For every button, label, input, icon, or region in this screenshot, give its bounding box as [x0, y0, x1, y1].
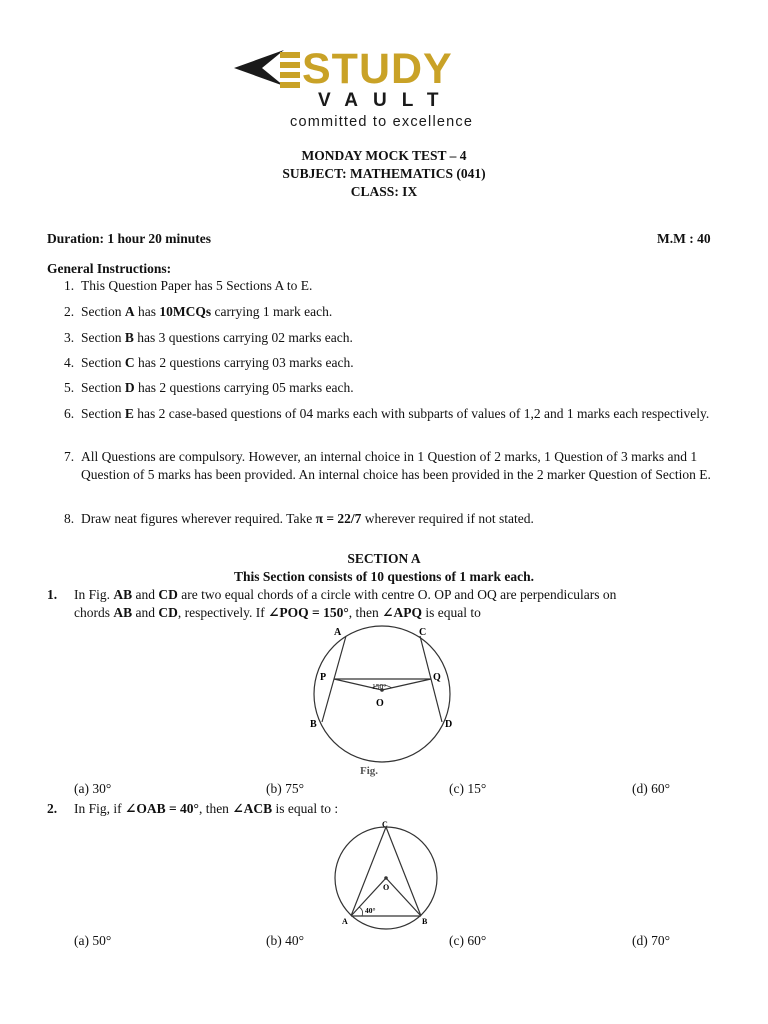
instruction-6: 6. Section E has 2 case-based questions of 04 marks each with subparts of values of 1,2 and 1 marks each respectively.	[64, 406, 710, 421]
q1-option-c: (c) 15°	[449, 781, 487, 796]
q1-option-b: (b) 75°	[266, 781, 305, 796]
section-a-subtitle: This Section consists of 10 questions of 1 mark each.	[233, 569, 535, 584]
instruction-2: 2. Section A has 10MCQs carrying 1 mark each.	[64, 304, 333, 319]
q1-fig-label-c: C	[419, 627, 427, 638]
test-title: MONDAY MOCK TEST – 4	[301, 148, 467, 163]
q2-fig-label-o: O	[383, 883, 390, 892]
q1-fig-caption: Fig.	[360, 765, 379, 777]
logo-brand: STUDY	[302, 45, 453, 93]
q1-figure	[300, 624, 470, 782]
q2-fig-angle: 40°	[365, 906, 376, 915]
q1-option-d: (d) 60°	[632, 781, 671, 796]
q2-option-d: (d) 70°	[632, 933, 671, 948]
q2-number: 2.	[47, 801, 58, 816]
q1-fig-label-b: B	[310, 719, 317, 730]
instruction-5: 5. Section D has 2 questions carrying 05 marks each.	[64, 380, 354, 395]
q1-fig-label-o: O	[376, 698, 384, 709]
q2-figure	[326, 818, 446, 930]
q2-text: In Fig, if ∠OAB = 40°, then ∠ACB is equal to :	[74, 801, 339, 816]
q1-fig-angle: 150°	[372, 682, 387, 691]
q1-fig-label-q: Q	[433, 672, 441, 683]
section-a-title: SECTION A	[347, 551, 421, 566]
max-marks: M.M : 40	[657, 231, 711, 246]
q2-fig-label-a: A	[342, 917, 348, 926]
duration: Duration: 1 hour 20 minutes	[47, 231, 212, 246]
subject-line: SUBJECT: MATHEMATICS (041)	[282, 166, 486, 181]
q2-option-c: (c) 60°	[449, 933, 487, 948]
q2-fig-label-c: C	[382, 820, 388, 829]
instruction-1: 1. This Question Paper has 5 Sections A to E.	[64, 278, 313, 293]
logo-tagline: committed to excellence	[290, 114, 474, 130]
instruction-4: 4. Section C has 2 questions carrying 03 marks each.	[64, 355, 354, 370]
instruction-8: 8. Draw neat figures wherever required. Take π = 22/7 wherever required if not stated.	[64, 511, 534, 526]
logo-sub: VAULT	[318, 90, 454, 111]
study-vault-logo	[232, 44, 528, 132]
instruction-3: 3. Section B has 3 questions carrying 02 marks each.	[64, 330, 353, 345]
q2-fig-label-b: B	[422, 917, 428, 926]
class-line: CLASS: IX	[350, 184, 418, 199]
instruction-7: 7. All Questions are compulsory. However, an internal choice in 1 Question of 2 marks, 1 Question of 3 marks and 1 Question of 5 marks has been provided. An internal choice has been provided in the 2 marker Question of Section E.	[64, 449, 711, 482]
q1-fig-label-p: P	[320, 672, 327, 683]
q1-number: 1.	[47, 587, 58, 602]
q1-text: In Fig. AB and CD are two equal chords of a circle with centre O. OP and OQ are perpendiculars on chords AB and CD, respectively. If ∠POQ = 150°, then ∠APQ is equal to	[74, 587, 617, 620]
q2-option-a: (a) 50°	[74, 933, 112, 948]
instructions-heading: General Instructions:	[47, 261, 172, 276]
q2-option-b: (b) 40°	[266, 933, 305, 948]
q1-fig-label-a: A	[334, 627, 342, 638]
q1-option-a: (a) 30°	[74, 781, 112, 796]
q1-fig-label-d: D	[445, 719, 453, 730]
